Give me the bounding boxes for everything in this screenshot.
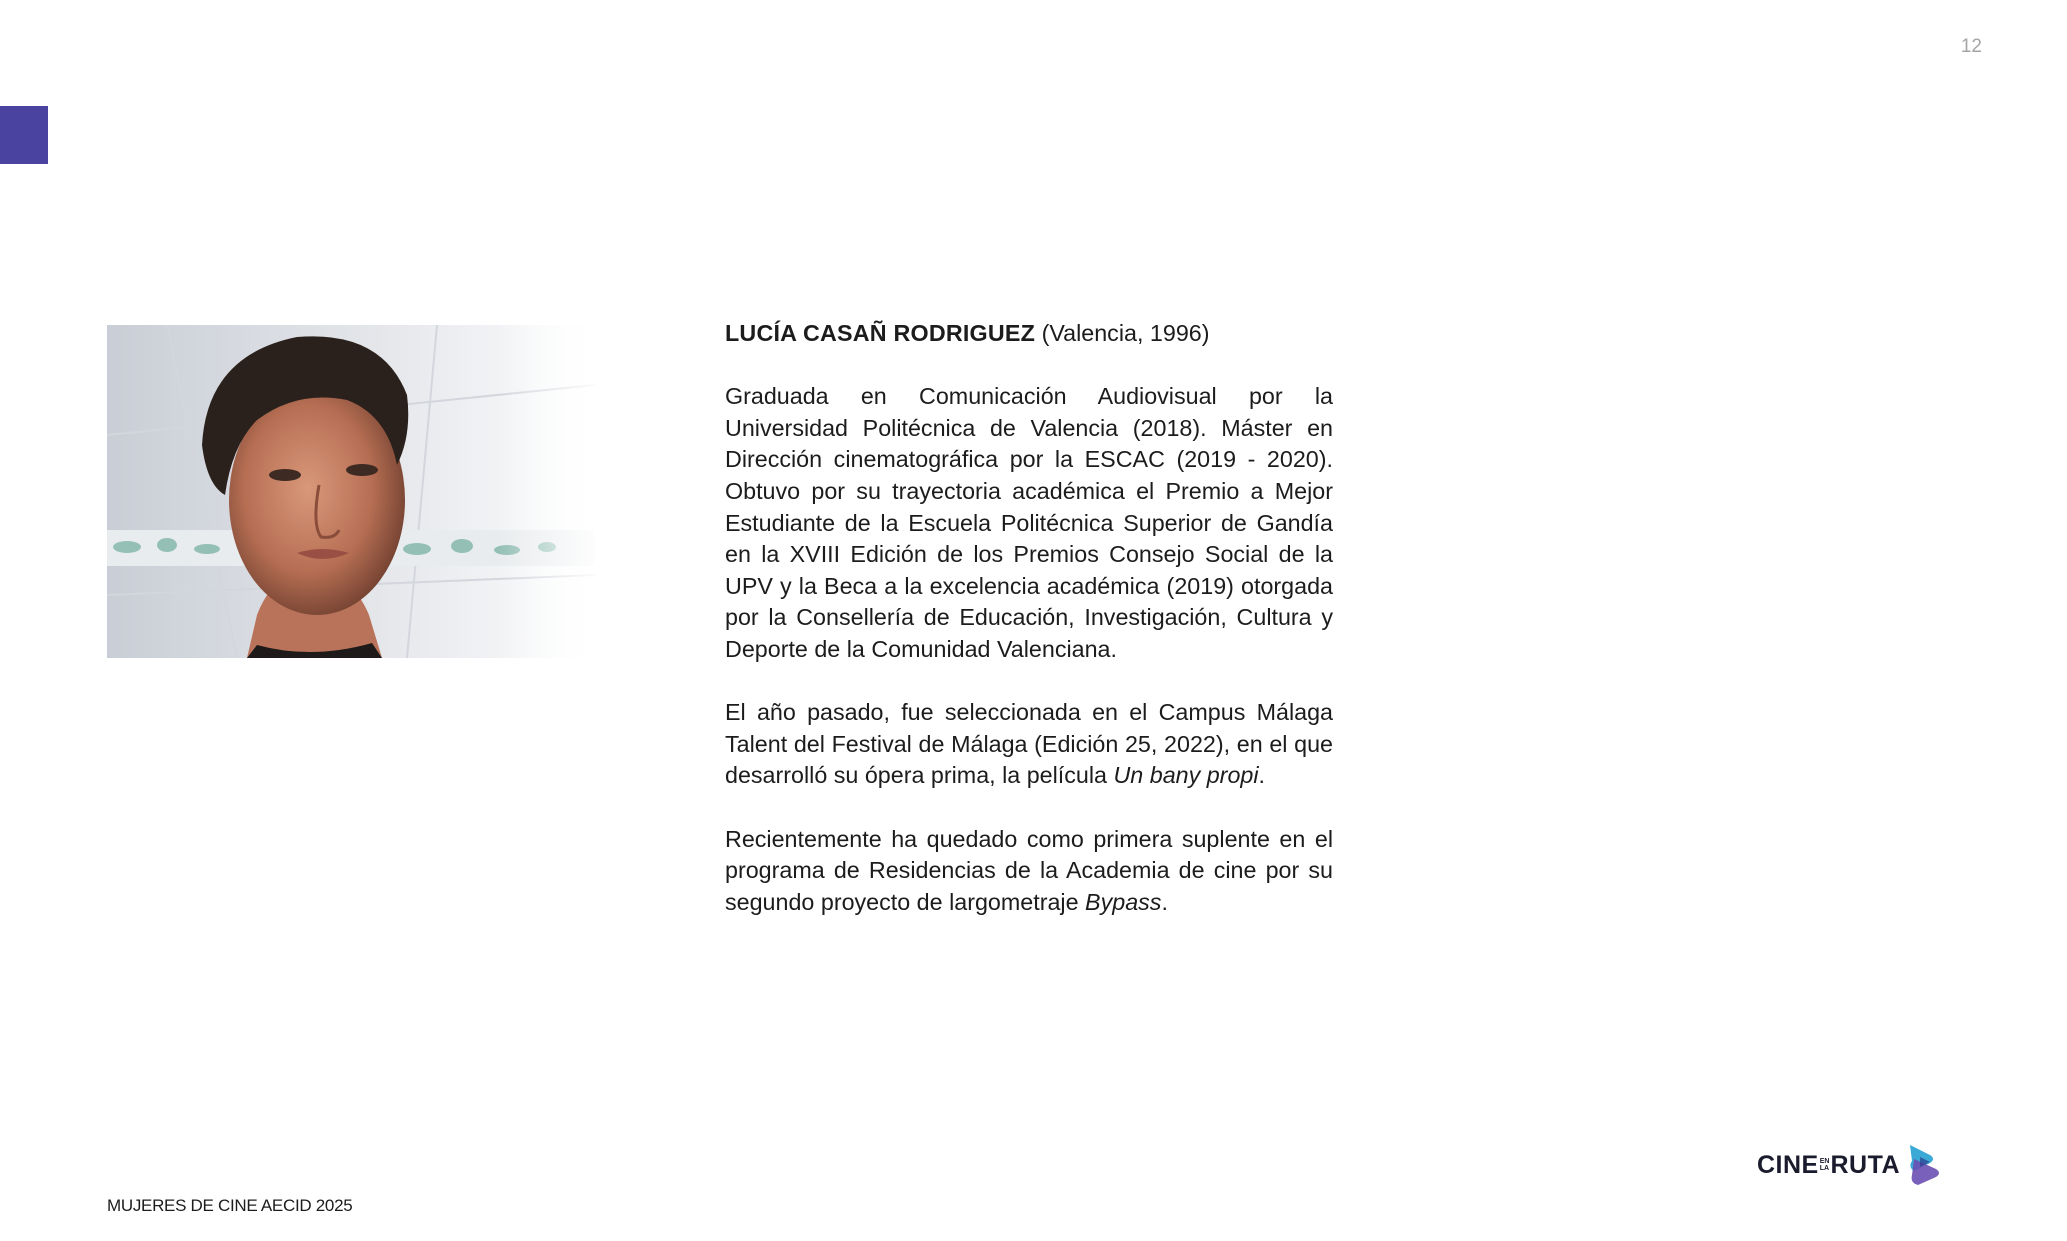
film-title-bypass: Bypass bbox=[1085, 888, 1162, 915]
logo-small-text bbox=[1820, 1158, 1830, 1172]
bio-text bbox=[725, 318, 1333, 950]
cinenlaruta-mark-icon bbox=[1904, 1141, 1944, 1190]
bio-paragraph-2-end: . bbox=[1258, 762, 1266, 789]
logo-part-1: CINE bbox=[1757, 1150, 1819, 1179]
cinenlaruta-logo bbox=[1757, 1140, 1944, 1190]
bio-paragraph-2-text: El año pasado, fue seleccionada en el Campus Málaga Talent del Festival de Málaga (Edición 25, 2022), en el que desarrolló su ópera prima, la película bbox=[725, 699, 1333, 789]
bio-paragraph-3-text: Recientemente ha quedado como primera suplente en el programa de Residencias de la Academia de cine por su segundo proyecto de largometraje bbox=[725, 825, 1333, 915]
bio-heading bbox=[725, 318, 1333, 350]
accent-block bbox=[0, 106, 48, 164]
bio-paragraph-3-end: . bbox=[1161, 888, 1168, 915]
footer-label: MUJERES DE CINE AECID 2025 bbox=[107, 1196, 353, 1215]
person-name: LUCÍA CASAÑ RODRIGUEZ bbox=[725, 320, 1036, 346]
bio-paragraph-2 bbox=[725, 697, 1333, 792]
person-origin: (Valencia, 1996) bbox=[1041, 320, 1210, 346]
bio-paragraph-1: Graduada en Comunicación Audiovisual por la Universidad Politécnica de Valencia (2018). Máster en Dirección cinematográfica por la ESCAC (2019 - 2020). Obtuvo por su trayectoria académica el Premio a Mejor Estudiante de la Escuela Politécnica Superior de Gandía en la XVIII Edición de los Premios Consejo Social de la UPV y la Beca a la excelencia académica (2019) otorgada por la Consellería de Educación, Investigación, Cultura y Deporte de la Comunidad Valenciana. bbox=[725, 383, 1333, 662]
page-number: 12 bbox=[1960, 36, 1982, 57]
bio-paragraph-3 bbox=[725, 824, 1333, 919]
portrait-photo bbox=[107, 325, 595, 658]
film-title-un-bany-propi: Un bany propi bbox=[1113, 762, 1259, 789]
logo-part-2: RUTA bbox=[1830, 1150, 1901, 1179]
logo-small-top: EN bbox=[1819, 1158, 1830, 1165]
logo-text bbox=[1757, 1151, 1900, 1180]
logo-small-bottom: LA bbox=[1819, 1165, 1830, 1172]
